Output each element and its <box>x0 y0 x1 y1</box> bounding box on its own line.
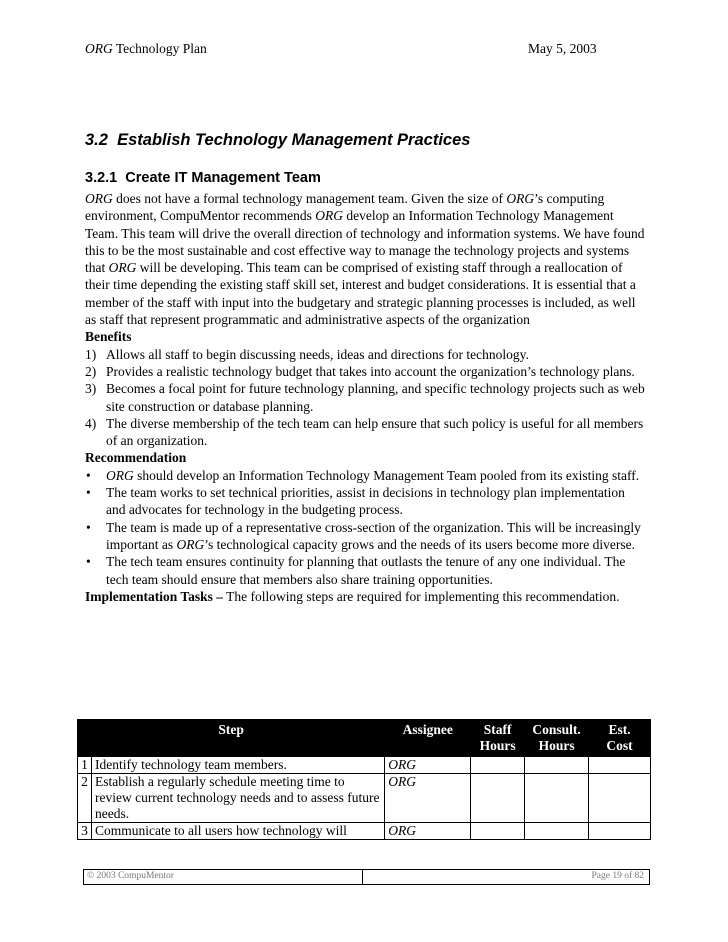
header-staff-line1: Staff <box>483 722 512 737</box>
header-cost-line2: Cost <box>606 738 633 753</box>
benefits-title: Benefits <box>85 329 132 345</box>
section-heading: 3.2 Establish Technology Management Practices <box>85 131 471 149</box>
document-body <box>85 190 647 605</box>
header-title <box>85 41 207 57</box>
implementation-paragraph <box>85 588 647 605</box>
row-staff-hours <box>471 757 525 774</box>
header-cost-line1: Est. <box>608 722 631 737</box>
benefits-list <box>85 346 647 450</box>
row-number: 3 <box>78 823 92 840</box>
table-row <box>78 774 651 823</box>
header-step: Step <box>78 720 385 757</box>
list-number: 3) <box>85 381 97 397</box>
list-number: 1) <box>85 346 97 362</box>
subsection-heading: 3.2.1 Create IT Management Team <box>85 170 321 186</box>
header-staff-line2: Hours <box>479 738 516 753</box>
header-consult-line2: Hours <box>538 738 575 753</box>
list-item <box>85 484 647 519</box>
header-title-text: Technology Plan <box>112 41 207 56</box>
row-consult-hours <box>525 774 589 823</box>
implementation-table <box>77 719 651 840</box>
org-name: ORG <box>506 191 535 206</box>
intro-text: develop an Information Technology Management Team. This team will drive the overall direction of technology and information systems. We have found this to be the most sustainable and cost effective way to manage the technology projects and systems that <box>85 208 645 276</box>
bullet-icon: • <box>86 485 91 501</box>
bullet-icon: • <box>86 519 91 535</box>
table-row <box>78 757 651 774</box>
header-org: ORG <box>85 41 113 56</box>
row-assignee: ORG <box>385 774 471 823</box>
list-item <box>85 467 647 484</box>
row-number: 2 <box>78 774 92 823</box>
list-text: ’s technological capacity grows and the needs of its users become more diverse. <box>204 536 635 552</box>
table-header-row <box>78 720 651 757</box>
footer-copyright: © 2003 CompuMentor <box>87 871 174 881</box>
list-item <box>85 415 647 450</box>
row-number: 1 <box>78 757 92 774</box>
list-number: 2) <box>85 363 97 379</box>
list-text: Provides a realistic technology budget that takes into account the organization’s technology plans. <box>106 363 635 379</box>
org-name: ORG <box>106 467 134 483</box>
footer-divider <box>362 870 363 884</box>
header-est-cost <box>589 720 651 757</box>
intro-text: does not have a formal technology management team. Given the size of <box>112 191 507 206</box>
list-text: The tech team ensures continuity for planning that outlasts the tenure of any one individual. The tech team should ensure that members also share training opportunities. <box>106 554 626 587</box>
row-assignee: ORG <box>385 757 471 774</box>
list-text: The diverse membership of the tech team can help ensure that such policy is useful for all members of an organization. <box>106 415 644 449</box>
org-name: ORG <box>176 536 205 552</box>
row-step: Establish a regularly schedule meeting time to review current technology needs and to assess future needs. <box>91 774 384 823</box>
org-name: ORG <box>108 260 137 276</box>
intro-paragraph <box>85 190 647 328</box>
list-number: 4) <box>85 415 97 431</box>
row-step: Communicate to all users how technology will <box>91 823 384 840</box>
bullet-icon: • <box>86 554 91 570</box>
implementation-title: Implementation Tasks – <box>85 588 224 604</box>
row-step: Identify technology team members. <box>91 757 384 774</box>
list-item <box>85 380 647 415</box>
header-assignee: Assignee <box>385 720 471 757</box>
list-item <box>85 363 647 380</box>
list-item <box>85 519 647 554</box>
row-est-cost <box>589 823 651 840</box>
list-text: The team works to set technical priorities, assist in decisions in technology plan implementation and advocates for technology in the budgeting process. <box>106 485 625 518</box>
row-staff-hours <box>471 823 525 840</box>
page-footer <box>83 869 650 885</box>
footer-page-number: Page 19 of 82 <box>591 871 644 881</box>
header-consult-line1: Consult. <box>532 722 581 737</box>
row-est-cost <box>589 757 651 774</box>
table-row <box>78 823 651 840</box>
org-name: ORG <box>85 191 113 206</box>
intro-text: will be developing. This team can be comprised of existing staff through a reallocation of their time depending the existing staff skill set, interest and budget considerations. It is essential that a member of the staff with input into the budgetary and strategic planning processes is included, as well as staff that represent programmatic and administrative aspects of the organization <box>85 260 636 328</box>
row-consult-hours <box>525 823 589 840</box>
header-consult-hours <box>525 720 589 757</box>
org-name: ORG <box>315 208 343 224</box>
implementation-text: The following steps are required for implementing this recommendation. <box>223 588 620 604</box>
row-assignee: ORG <box>385 823 471 840</box>
list-text: should develop an Information Technology Management Team pooled from its existing staff. <box>133 467 640 483</box>
list-text: Becomes a focal point for future technology planning, and specific technology projects such as web site construction or database planning. <box>106 381 645 414</box>
header-staff-hours <box>471 720 525 757</box>
intro-text: ’s computing environment, CompuMentor recommends <box>85 191 605 224</box>
recommendation-title: Recommendation <box>85 450 187 466</box>
list-item <box>85 553 647 588</box>
list-text: Allows all staff to begin discussing needs, ideas and directions for technology. <box>106 346 529 362</box>
header-date: May 5, 2003 <box>528 41 597 56</box>
list-text: The team is made up of a representative cross-section of the organization. This will be increasingly important as <box>106 519 641 552</box>
row-est-cost <box>589 774 651 823</box>
list-item <box>85 346 647 363</box>
recommendation-list <box>85 467 647 588</box>
bullet-icon: • <box>86 467 91 483</box>
row-consult-hours <box>525 757 589 774</box>
row-staff-hours <box>471 774 525 823</box>
